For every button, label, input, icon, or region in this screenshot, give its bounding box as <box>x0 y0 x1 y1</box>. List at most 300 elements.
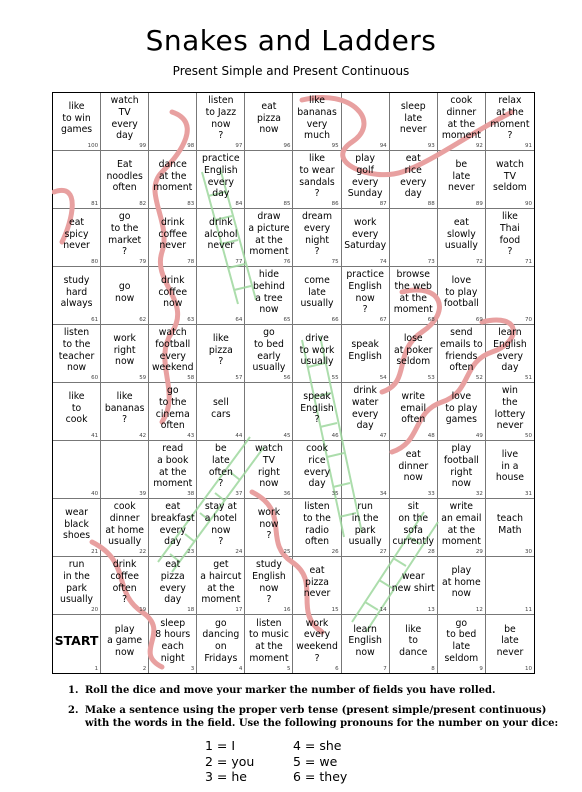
square-text: eat pizza now <box>256 101 281 136</box>
square-text: work right now <box>113 333 136 368</box>
square-text: watch TV right now <box>254 443 283 490</box>
square-number: 6 <box>335 666 339 672</box>
square-number: 5 <box>286 666 291 672</box>
square-text: eat dinner now <box>398 449 429 484</box>
square-text: study English now ? <box>252 559 286 606</box>
instruction-2-text: Make a sentence using the proper verb tense (present simple/present continuous) with the words in the field. Use the following pronouns for the number on your dice: <box>85 705 559 729</box>
board-square-79 <box>101 209 149 267</box>
square-text: browse the web at the moment <box>393 269 433 316</box>
square-text: like bananas very much <box>297 95 337 142</box>
square-text: like pizza ? <box>208 333 233 368</box>
square-number: 85 <box>283 201 291 207</box>
square-number: 79 <box>139 259 147 265</box>
board-square-65 <box>245 267 293 325</box>
board-square-82 <box>101 151 149 209</box>
square-number: 72 <box>475 259 483 265</box>
square-number: 19 <box>139 607 147 613</box>
board-square-44 <box>197 383 245 441</box>
square-number: 30 <box>524 549 532 555</box>
board-square-55 <box>293 325 341 383</box>
square-number: 4 <box>238 666 243 672</box>
square-number: 28 <box>427 549 435 555</box>
board-square-36 <box>245 441 293 499</box>
square-number: 57 <box>235 375 243 381</box>
square-text: relax at the moment ? <box>490 95 530 142</box>
square-number: 65 <box>283 317 291 323</box>
square-text: cook rice every day <box>303 443 331 490</box>
board-square-74 <box>342 209 390 267</box>
board-square-85 <box>245 151 293 209</box>
square-text: listen to music at the moment <box>249 617 289 664</box>
board-square-95 <box>293 93 341 151</box>
square-text: win the lottery never <box>494 385 526 432</box>
board-square-69 <box>438 267 486 325</box>
board-square-100 <box>53 93 101 151</box>
board-square-43 <box>149 383 197 441</box>
board-square-51 <box>486 325 534 383</box>
square-text: write email often <box>400 391 427 426</box>
instruction-1-number: 1. <box>68 685 79 696</box>
square-number: 25 <box>283 549 291 555</box>
square-text: like to dance <box>399 623 428 658</box>
square-text: teach Math <box>496 512 523 536</box>
square-number: 97 <box>235 143 243 149</box>
square-number: 91 <box>524 143 532 149</box>
square-number: 87 <box>379 201 387 207</box>
board-square-11 <box>486 557 534 615</box>
square-text: play golf every Sunday <box>347 153 383 200</box>
board-square-15 <box>293 557 341 615</box>
board-square-90 <box>486 151 534 209</box>
square-number: 47 <box>379 433 387 439</box>
square-text: go to bed early usually <box>252 327 286 374</box>
board-square-93 <box>390 93 438 151</box>
square-number: 29 <box>475 549 483 555</box>
square-text: eat pizza every day <box>159 559 186 606</box>
board-square-62 <box>101 267 149 325</box>
board-square-98 <box>149 93 197 151</box>
board-square-23 <box>149 499 197 557</box>
board-square-10 <box>486 615 534 673</box>
square-number: 33 <box>427 491 435 497</box>
square-text: listen to the teacher now <box>58 327 95 374</box>
square-text: go to the market ? <box>108 211 142 258</box>
board-square-54 <box>342 325 390 383</box>
square-number: 48 <box>427 433 435 439</box>
square-number: 98 <box>187 143 195 149</box>
square-number: 22 <box>139 549 147 555</box>
board-square-76 <box>245 209 293 267</box>
board-square-60 <box>53 325 101 383</box>
square-text: cook dinner at the moment <box>441 95 481 142</box>
square-number: 100 <box>87 143 99 149</box>
board-square-89 <box>438 151 486 209</box>
board-square-27 <box>342 499 390 557</box>
board-square-7 <box>342 615 390 673</box>
square-number: 67 <box>379 317 387 323</box>
square-text: play football right now <box>443 443 479 490</box>
square-text: love to play games <box>445 391 478 426</box>
board-square-71 <box>486 209 534 267</box>
square-number: 56 <box>283 375 291 381</box>
pronoun-5: 5 = we <box>293 753 338 769</box>
pronoun-1: 1 = I <box>205 738 236 753</box>
start-square <box>53 615 101 673</box>
square-text: study hard always <box>60 275 93 310</box>
square-text: draw a picture at the moment <box>248 211 290 258</box>
square-number: 39 <box>139 491 147 497</box>
square-text: eat spicy never <box>63 217 90 252</box>
board-square-24 <box>197 499 245 557</box>
square-text: come late usually <box>300 275 334 310</box>
square-number: 7 <box>383 666 387 672</box>
square-text: like to wear sandals ? <box>299 153 335 200</box>
square-text: sleep late never <box>399 101 427 136</box>
board-square-34 <box>342 441 390 499</box>
square-number: 36 <box>283 491 291 497</box>
square-number: 63 <box>187 317 195 323</box>
square-text: lose at poker seldom <box>394 333 433 368</box>
board-square-53 <box>390 325 438 383</box>
square-number: 80 <box>91 259 99 265</box>
square-text: sit on the sofa currently <box>392 501 435 548</box>
board-square-66 <box>293 267 341 325</box>
board-square-13 <box>390 557 438 615</box>
square-text: START <box>54 633 99 649</box>
square-number: 31 <box>524 491 532 497</box>
square-text: dream every night ? <box>302 211 333 258</box>
square-number: 73 <box>427 259 435 265</box>
instruction-1 <box>68 684 568 697</box>
board-square-19 <box>101 557 149 615</box>
square-text: go to bed late seldom <box>444 617 479 664</box>
board-square-30 <box>486 499 534 557</box>
square-number: 54 <box>379 375 387 381</box>
square-text: be late never <box>448 159 475 194</box>
square-number: 42 <box>139 433 147 439</box>
square-number: 88 <box>427 201 435 207</box>
board-square-38 <box>149 441 197 499</box>
board-square-97 <box>197 93 245 151</box>
square-text: dance at the moment <box>153 159 193 194</box>
square-number: 15 <box>331 607 339 613</box>
square-number: 50 <box>524 433 532 439</box>
square-number: 68 <box>427 317 435 323</box>
square-text: sell cars <box>211 396 231 420</box>
square-number: 26 <box>331 549 339 555</box>
square-number: 92 <box>475 143 483 149</box>
square-number: 99 <box>139 143 147 149</box>
square-text: go now <box>115 280 135 304</box>
board-square-64 <box>197 267 245 325</box>
square-text: watch TV every day <box>110 95 139 142</box>
square-text: learn English now <box>348 623 382 658</box>
square-text: hide behind a tree now <box>252 269 285 316</box>
square-text: drink coffee often ? <box>110 559 139 606</box>
pronoun-2: 2 = you <box>205 753 255 769</box>
board-square-63 <box>149 267 197 325</box>
square-text: go to the cinema often <box>155 385 190 432</box>
square-text: send emails to friends often <box>439 327 483 374</box>
board-square-91 <box>486 93 534 151</box>
square-number: 10 <box>524 666 532 672</box>
square-number: 78 <box>187 259 195 265</box>
square-text: run in the park usually <box>348 501 382 548</box>
square-number: 61 <box>91 317 99 323</box>
square-number: 41 <box>91 433 99 439</box>
square-number: 60 <box>91 375 99 381</box>
board-square-56 <box>245 325 293 383</box>
square-text: speak English ? <box>300 391 334 426</box>
board-square-67 <box>342 267 390 325</box>
board-square-4 <box>197 615 245 673</box>
square-number: 70 <box>524 317 532 323</box>
square-text: drink water every day <box>351 385 379 432</box>
board-square-68 <box>390 267 438 325</box>
instructions <box>68 684 568 737</box>
board-square-83 <box>149 151 197 209</box>
board-square-57 <box>197 325 245 383</box>
square-text: practice English now ? <box>346 269 384 316</box>
square-text: drink coffee now <box>158 275 188 310</box>
square-number: 66 <box>331 317 339 323</box>
square-number: 16 <box>283 607 291 613</box>
board-square-84 <box>197 151 245 209</box>
pronoun-4: 4 = she <box>293 738 342 753</box>
square-number: 27 <box>379 549 387 555</box>
square-number: 32 <box>475 491 483 497</box>
board-square-6 <box>293 615 341 673</box>
square-text: wear black shoes <box>63 507 91 542</box>
square-text: listen to Jazz now ? <box>205 95 237 142</box>
square-number: 58 <box>187 375 195 381</box>
board-square-45 <box>245 383 293 441</box>
square-number: 37 <box>235 491 243 497</box>
board-square-50 <box>486 383 534 441</box>
square-number: 86 <box>331 201 339 207</box>
page-subtitle: Present Simple and Present Continuous <box>172 64 410 78</box>
board-square-92 <box>438 93 486 151</box>
board-square-77 <box>197 209 245 267</box>
board-square-81 <box>53 151 101 209</box>
square-number: 23 <box>187 549 195 555</box>
board-square-61 <box>53 267 101 325</box>
square-number: 17 <box>235 607 243 613</box>
pronoun-6: 6 = they <box>293 769 348 784</box>
instruction-2-number: 2. <box>68 705 79 716</box>
board-square-37 <box>197 441 245 499</box>
board-square-46 <box>293 383 341 441</box>
square-number: 94 <box>379 143 387 149</box>
square-text: like bananas ? <box>104 391 145 426</box>
instruction-2 <box>68 704 568 730</box>
board-square-28 <box>390 499 438 557</box>
board-square-78 <box>149 209 197 267</box>
square-text: learn English every day <box>493 327 527 374</box>
board-square-94 <box>342 93 390 151</box>
square-number: 51 <box>524 375 532 381</box>
square-number: 40 <box>91 491 99 497</box>
square-text: watch TV seldom <box>493 159 527 194</box>
square-number: 20 <box>91 607 99 613</box>
square-number: 74 <box>379 259 387 265</box>
square-text: write an email at the moment <box>441 501 482 548</box>
square-text: speak English <box>348 338 382 362</box>
board-square-32 <box>438 441 486 499</box>
square-text: live in a house <box>495 449 524 484</box>
board-square-42 <box>101 383 149 441</box>
board-square-39 <box>101 441 149 499</box>
square-text: drive to work usually <box>299 333 335 368</box>
square-number: 46 <box>331 433 339 439</box>
board-square-14 <box>342 557 390 615</box>
board-square-99 <box>101 93 149 151</box>
square-number: 18 <box>187 607 195 613</box>
square-text: work every Saturday <box>344 217 387 252</box>
square-text: get a haircut at the moment <box>200 559 242 606</box>
board-square-48 <box>390 383 438 441</box>
square-number: 59 <box>139 375 147 381</box>
square-number: 89 <box>475 201 483 207</box>
square-number: 3 <box>190 666 195 672</box>
board-square-35 <box>293 441 341 499</box>
pronoun-3: 3 = he <box>205 769 247 784</box>
square-number: 84 <box>235 201 243 207</box>
instruction-1-text: Roll the dice and move your marker the number of fields you have rolled. <box>85 685 496 696</box>
square-text: play a game now <box>107 623 143 658</box>
square-number: 76 <box>283 259 291 265</box>
board-square-40 <box>53 441 101 499</box>
square-number: 75 <box>331 259 339 265</box>
square-text: like to cook <box>65 391 88 426</box>
square-text: cook dinner at home usually <box>105 501 144 548</box>
square-text: work now ? <box>257 507 281 542</box>
board-square-73 <box>390 209 438 267</box>
square-number: 53 <box>427 375 435 381</box>
square-text: listen to the radio often <box>303 501 331 548</box>
board-square-25 <box>245 499 293 557</box>
board-square-75 <box>293 209 341 267</box>
board-square-80 <box>53 209 101 267</box>
square-number: 81 <box>91 201 99 207</box>
square-text: wear new shirt <box>391 570 435 594</box>
square-number: 1 <box>94 666 99 672</box>
square-number: 69 <box>475 317 483 323</box>
square-number: 35 <box>331 491 339 497</box>
square-number: 34 <box>379 491 387 497</box>
square-number: 13 <box>427 607 435 613</box>
board-square-21 <box>53 499 101 557</box>
square-number: 12 <box>475 607 483 613</box>
square-text: eat rice every day <box>400 153 427 200</box>
square-number: 90 <box>524 201 532 207</box>
square-text: drink coffee never <box>158 217 188 252</box>
board-square-33 <box>390 441 438 499</box>
board-square-18 <box>149 557 197 615</box>
board-square-16 <box>245 557 293 615</box>
square-text: be late never <box>496 623 524 658</box>
board-square-72 <box>438 209 486 267</box>
board-square-17 <box>197 557 245 615</box>
square-text: read a book at the moment <box>153 443 193 490</box>
board-square-3 <box>149 615 197 673</box>
board-square-49 <box>438 383 486 441</box>
square-number: 77 <box>235 259 243 265</box>
square-text: watch football every weekend <box>151 327 194 374</box>
square-number: 45 <box>283 433 291 439</box>
square-number: 8 <box>431 666 435 672</box>
square-number: 38 <box>187 491 195 497</box>
square-number: 95 <box>331 143 339 149</box>
square-text: go dancing on Fridays <box>202 617 240 664</box>
board-square-52 <box>438 325 486 383</box>
board-square-29 <box>438 499 486 557</box>
board-square-88 <box>390 151 438 209</box>
board-square-20 <box>53 557 101 615</box>
square-number: 62 <box>139 317 147 323</box>
square-text: drink alcohol never <box>204 217 238 252</box>
square-number: 11 <box>524 607 532 613</box>
board-square-2 <box>101 615 149 673</box>
square-number: 52 <box>475 375 483 381</box>
square-number: 64 <box>235 317 243 323</box>
square-number: 49 <box>475 433 483 439</box>
square-number: 71 <box>524 259 532 265</box>
square-number: 9 <box>479 666 483 672</box>
square-number: 43 <box>187 433 195 439</box>
square-number: 21 <box>91 549 99 555</box>
square-text: eat breakfast every day <box>150 501 195 548</box>
square-number: 24 <box>235 549 243 555</box>
square-text: play at home now <box>442 565 481 600</box>
board-square-26 <box>293 499 341 557</box>
board-square-9 <box>438 615 486 673</box>
game-board <box>52 92 535 674</box>
board-square-22 <box>101 499 149 557</box>
square-text: sleep 8 hours each night <box>155 617 191 664</box>
square-text: work every weekend ? <box>296 617 338 664</box>
board-square-47 <box>342 383 390 441</box>
square-number: 93 <box>427 143 435 149</box>
square-text: Eat noodles often <box>106 159 143 194</box>
square-text: run in the park usually <box>60 559 94 606</box>
square-text: love to play football <box>443 275 479 310</box>
board-square-86 <box>293 151 341 209</box>
square-number: 14 <box>379 607 387 613</box>
board-square-70 <box>486 267 534 325</box>
square-number: 82 <box>139 201 147 207</box>
board-square-41 <box>53 383 101 441</box>
square-text: eat pizza never <box>303 565 331 600</box>
square-text: eat slowly usually <box>444 217 478 252</box>
square-number: 2 <box>142 666 147 672</box>
board-square-12 <box>438 557 486 615</box>
square-text: practice English every day <box>202 153 240 200</box>
board-square-58 <box>149 325 197 383</box>
square-number: 96 <box>283 143 291 149</box>
page-title: Snakes and Ladders <box>145 24 437 57</box>
board-square-59 <box>101 325 149 383</box>
square-text: stay at a hotel now ? <box>204 501 237 548</box>
square-number: 55 <box>331 375 339 381</box>
square-text: like Thai food ? <box>499 211 521 258</box>
board-square-96 <box>245 93 293 151</box>
board-square-5 <box>245 615 293 673</box>
square-text: be late often ? <box>208 443 233 490</box>
board-square-8 <box>390 615 438 673</box>
square-text: like to win games <box>60 101 93 136</box>
pronoun-table <box>205 738 373 785</box>
